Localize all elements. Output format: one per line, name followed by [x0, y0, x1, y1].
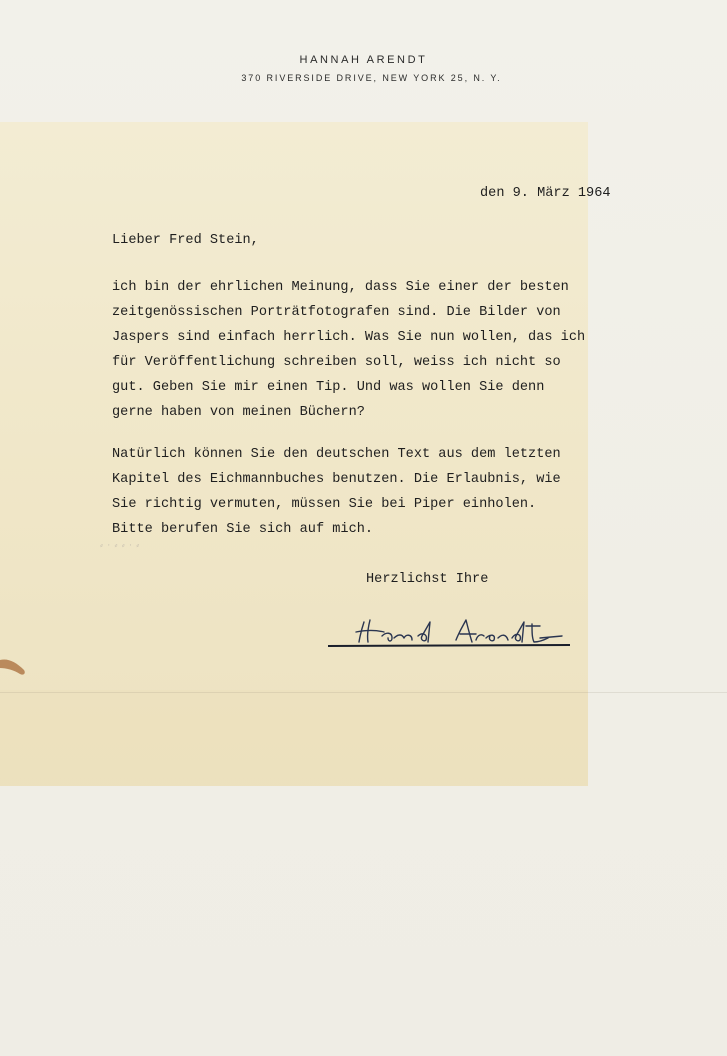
- paragraph2-line: Bitte berufen Sie sich auf mich.: [112, 522, 374, 537]
- letterhead-address: 370 RIVERSIDE DRIVE, NEW YORK 25, N. Y.: [241, 73, 502, 83]
- letter-closing: Herzlichst Ihre: [366, 572, 489, 587]
- fold-line: [0, 692, 727, 693]
- letter-salutation: Lieber Fred Stein,: [112, 233, 259, 248]
- paragraph2-line: Sie richtig vermuten, müssen Sie bei Piper einholen.: [112, 497, 537, 512]
- faint-pencil-mark: ⸗ · ⸗ ⸗ · ⸗: [100, 540, 141, 550]
- paragraph2-line: Kapitel des Eichmannbuches benutzen. Die Erlaubnis, wie: [112, 472, 561, 487]
- letter-date: den 9. März 1964: [480, 186, 611, 201]
- paragraph1-line: für Veröffentlichung schreiben soll, weiss ich nicht so: [112, 355, 561, 370]
- paper-tear-mark: [0, 656, 28, 678]
- paragraph1-line: Jaspers sind einfach herrlich. Was Sie nun wollen, das ich: [112, 330, 586, 345]
- paragraph1-line: ich bin der ehrlichen Meinung, dass Sie einer der besten: [112, 280, 569, 295]
- handwritten-signature: [326, 612, 572, 652]
- paragraph1-line: gerne haben von meinen Büchern?: [112, 405, 365, 420]
- paragraph2-line: Natürlich können Sie den deutschen Text aus dem letzten: [112, 447, 561, 462]
- letterhead-name: HANNAH ARENDT: [299, 54, 428, 66]
- paper-stain-bottom: [0, 690, 588, 786]
- paragraph1-line: zeitgenössischen Porträtfotografen sind. Die Bilder von: [112, 305, 561, 320]
- paragraph1-line: gut. Geben Sie mir einen Tip. Und was wollen Sie denn: [112, 380, 545, 395]
